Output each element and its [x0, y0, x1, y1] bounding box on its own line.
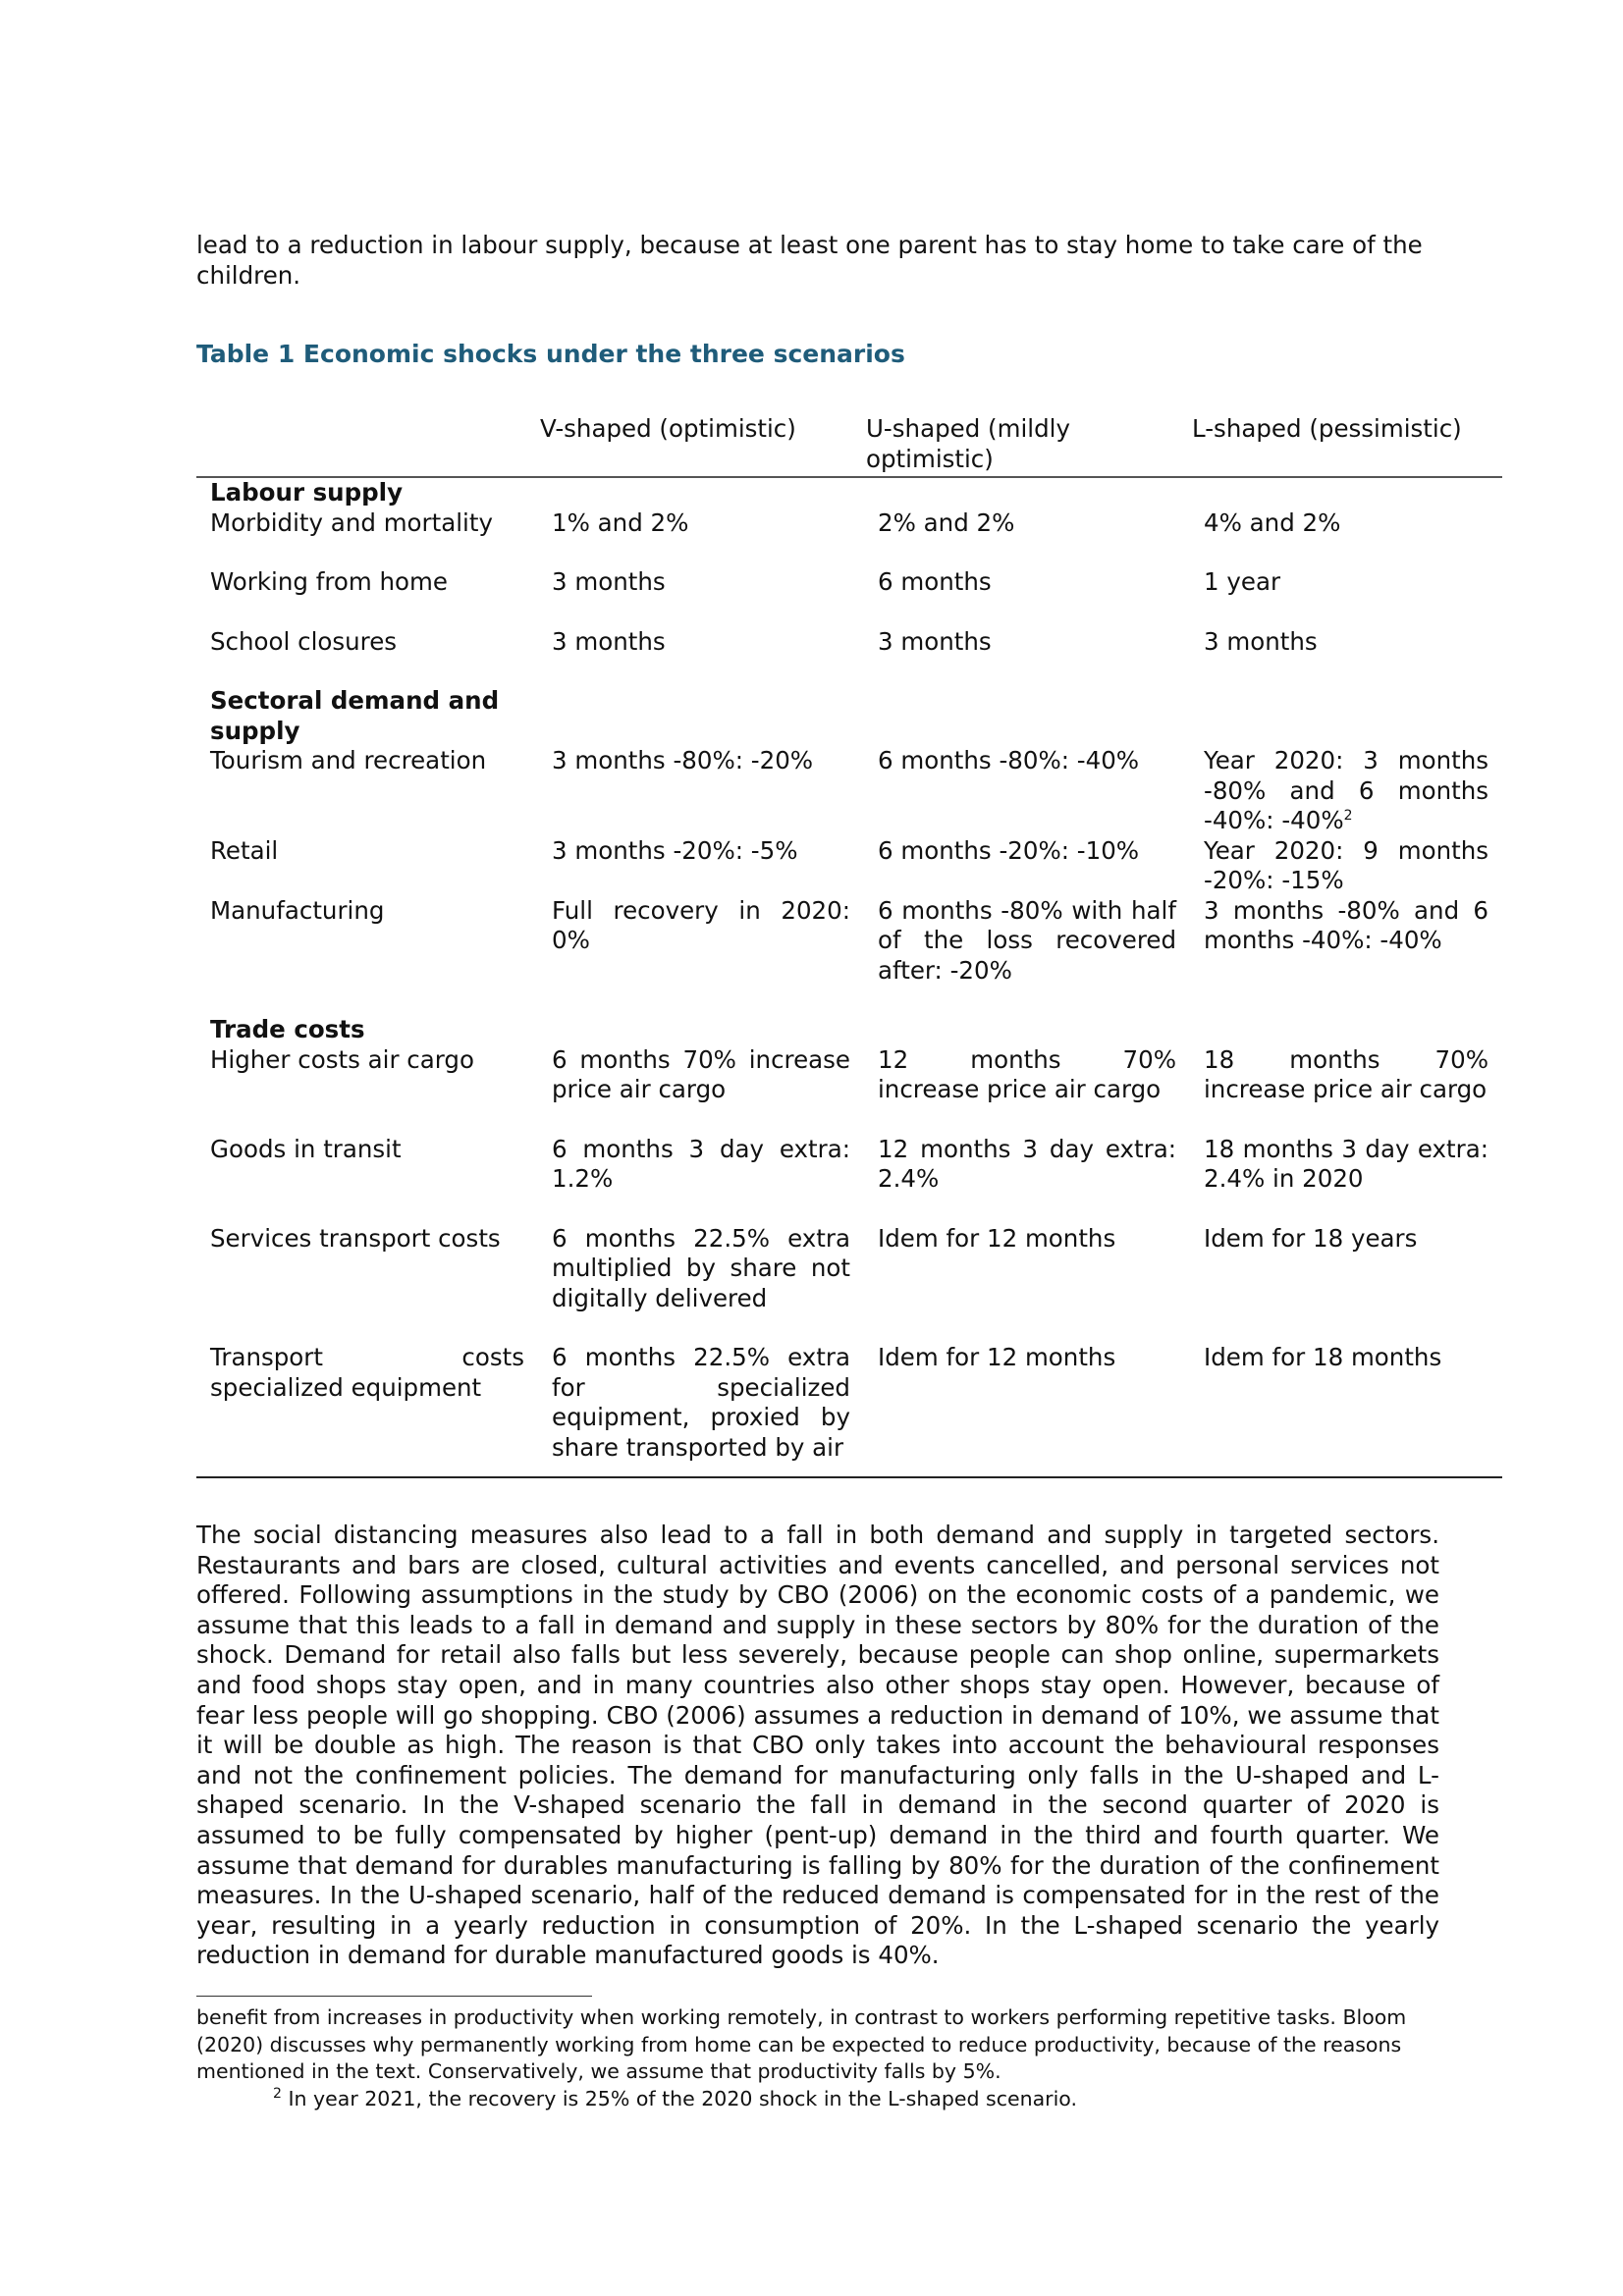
table-row [196, 1343, 1502, 1463]
footnote-2 [196, 2086, 1439, 2113]
section-heading-sectoral: Sectoral demand and supply [210, 686, 500, 745]
row-label: Transport costs specialized equipment [210, 1343, 524, 1402]
page-content [196, 230, 1502, 2110]
cell-l-text: Year 2020: 3 months -80% and 6 months -40%: -40% [1204, 746, 1488, 834]
table-header-row [196, 414, 1502, 478]
cell-v: 1% and 2% [552, 507, 689, 537]
cell-l: Year 2020: 9 months -20%: -15% [1204, 835, 1488, 894]
row-label: School closures [210, 626, 398, 656]
table-row [196, 1135, 1502, 1195]
table-row [196, 567, 1502, 598]
table-row [196, 1045, 1502, 1105]
cell-v: Full recovery in 2020: 0% [552, 895, 850, 954]
cell-u: 6 months -20%: -10% [878, 835, 1140, 865]
cell-u: 3 months [878, 626, 992, 656]
body-paragraph: The social distancing measures also lead to a fall in both demand and supply in targeted sectors. Restaurants and bars are closed, cultural activities and events cancelled, and personal services not offered. Following assumptions in the study by CBO (2006) on the economic costs of a pandemic, we assume that this leads to a fall in demand and supply in these sectors by 80% for the duration of the shock. Demand for retail also falls but less severely, because people can shop online, supermarkets and food shops stay open, and in many countries also other shops stay open. However, because of fear less people will go shopping. CBO (2006) assumes a reduction in demand of 10%, we assume that it will be double as high. The reason is that CBO only takes into account the behavioural responses and not the confinement policies. The demand for manufacturing only falls in the U-shaped and L-shaped scenario. In the V-shaped scenario the fall in demand in the second quarter of 2020 is assumed to be fully compensated by higher (pent-up) demand in the third and fourth quarter. We assume that demand for durables manufacturing is falling by 80% for the duration of the confinement measures. In the U-shaped scenario, half of the reduced demand is compensated for in the rest of the year, resulting in a yearly reduction in consumption of 20%. In the L-shaped scenario the yearly reduction in demand for durable manufactured goods is 40%. [196, 1521, 1439, 1970]
footnote-continued: benefit from increases in productivity when working remotely, in contrast to workers performing repetitive tasks. Bloom (2020) discusses why permanently working from home can be expected to reduce productivity, because of the reasons mentioned in the text. Conservatively, we assume that productivity falls by 5%. [196, 2005, 1407, 2083]
cell-v: 6 months 22.5% extra multiplied by share not digitally delivered [552, 1223, 850, 1312]
header-cell-empty [196, 414, 538, 474]
section-heading-labour-supply: Labour supply [210, 478, 404, 507]
row-label: Manufacturing [210, 895, 385, 925]
table-row [196, 746, 1502, 836]
cell-u: 6 months -80% with half of the loss recovered after: -20% [878, 895, 1176, 985]
cell-u: 12 months 70% increase price air cargo [878, 1044, 1176, 1103]
table-row [196, 836, 1502, 896]
cell-l: 3 months -80% and 6 months -40%: -40% [1204, 895, 1488, 954]
cell-v: 3 months [552, 626, 666, 656]
cell-l: 18 months 70% increase price air cargo [1204, 1044, 1488, 1103]
row-label: Tourism and recreation [210, 746, 487, 774]
row-label: Working from home [210, 567, 448, 596]
row-label: Services transport costs [210, 1223, 501, 1253]
cell-v: 6 months 70% increase price air cargo [552, 1044, 850, 1103]
cell-l: Idem for 18 years [1204, 1223, 1418, 1253]
cell-l: 18 months 3 day extra: 2.4% in 2020 [1204, 1134, 1488, 1193]
footnote-separator [196, 1996, 592, 1997]
cell-l: Idem for 18 months [1204, 1343, 1442, 1371]
cell-u: 2% and 2% [878, 507, 1015, 537]
cell-l: 3 months [1204, 626, 1318, 656]
table-row [196, 896, 1502, 987]
shocks-table [196, 414, 1502, 1478]
table-row [196, 627, 1502, 658]
row-label: Morbidity and mortality [210, 507, 493, 537]
header-v-shaped: V-shaped (optimistic) [540, 414, 796, 443]
cell-u: 6 months [878, 567, 992, 596]
header-u-shaped: U-shaped (mildly optimistic) [866, 414, 1070, 473]
footnotes [196, 2004, 1439, 2112]
intro-paragraph: lead to a reduction in labour supply, because at least one parent has to stay home to take care of the children. [196, 231, 1423, 290]
cell-v: 3 months -20%: -5% [552, 835, 798, 865]
footnote-2-marker: 2 [273, 2085, 282, 2102]
cell-u: 6 months -80%: -40% [878, 746, 1140, 774]
section-row [196, 686, 1502, 746]
cell-u: Idem for 12 months [878, 1343, 1116, 1371]
table-bottom-rule [196, 1476, 1502, 1478]
cell-v: 3 months [552, 567, 666, 596]
footnote-2-text: In year 2021, the recovery is 25% of the 2020 shock in the L-shaped scenario. [288, 2086, 1077, 2110]
cell-l: 1 year [1204, 567, 1281, 596]
row-label: Higher costs air cargo [210, 1044, 474, 1074]
cell-l [1190, 746, 1502, 836]
table-row [196, 508, 1502, 539]
cell-u: 12 months 3 day extra: 2.4% [878, 1134, 1176, 1193]
cell-v: 6 months 22.5% extra for specialized equipment, proxied by share transported by air [552, 1343, 850, 1462]
cell-v: 6 months 3 day extra: 1.2% [552, 1134, 850, 1193]
footnote-marker: 2 [1343, 807, 1353, 824]
header-l-shaped: L-shaped (pessimistic) [1192, 414, 1462, 443]
table-row [196, 1224, 1502, 1314]
row-label: Retail [210, 835, 279, 865]
cell-v: 3 months -80%: -20% [552, 746, 814, 774]
section-heading-trade-costs: Trade costs [210, 1015, 365, 1043]
table-title: Table 1 Economic shocks under the three scenarios [196, 340, 905, 368]
cell-l: 4% and 2% [1204, 507, 1341, 537]
cell-u: Idem for 12 months [878, 1223, 1116, 1253]
row-label: Goods in transit [210, 1134, 402, 1163]
